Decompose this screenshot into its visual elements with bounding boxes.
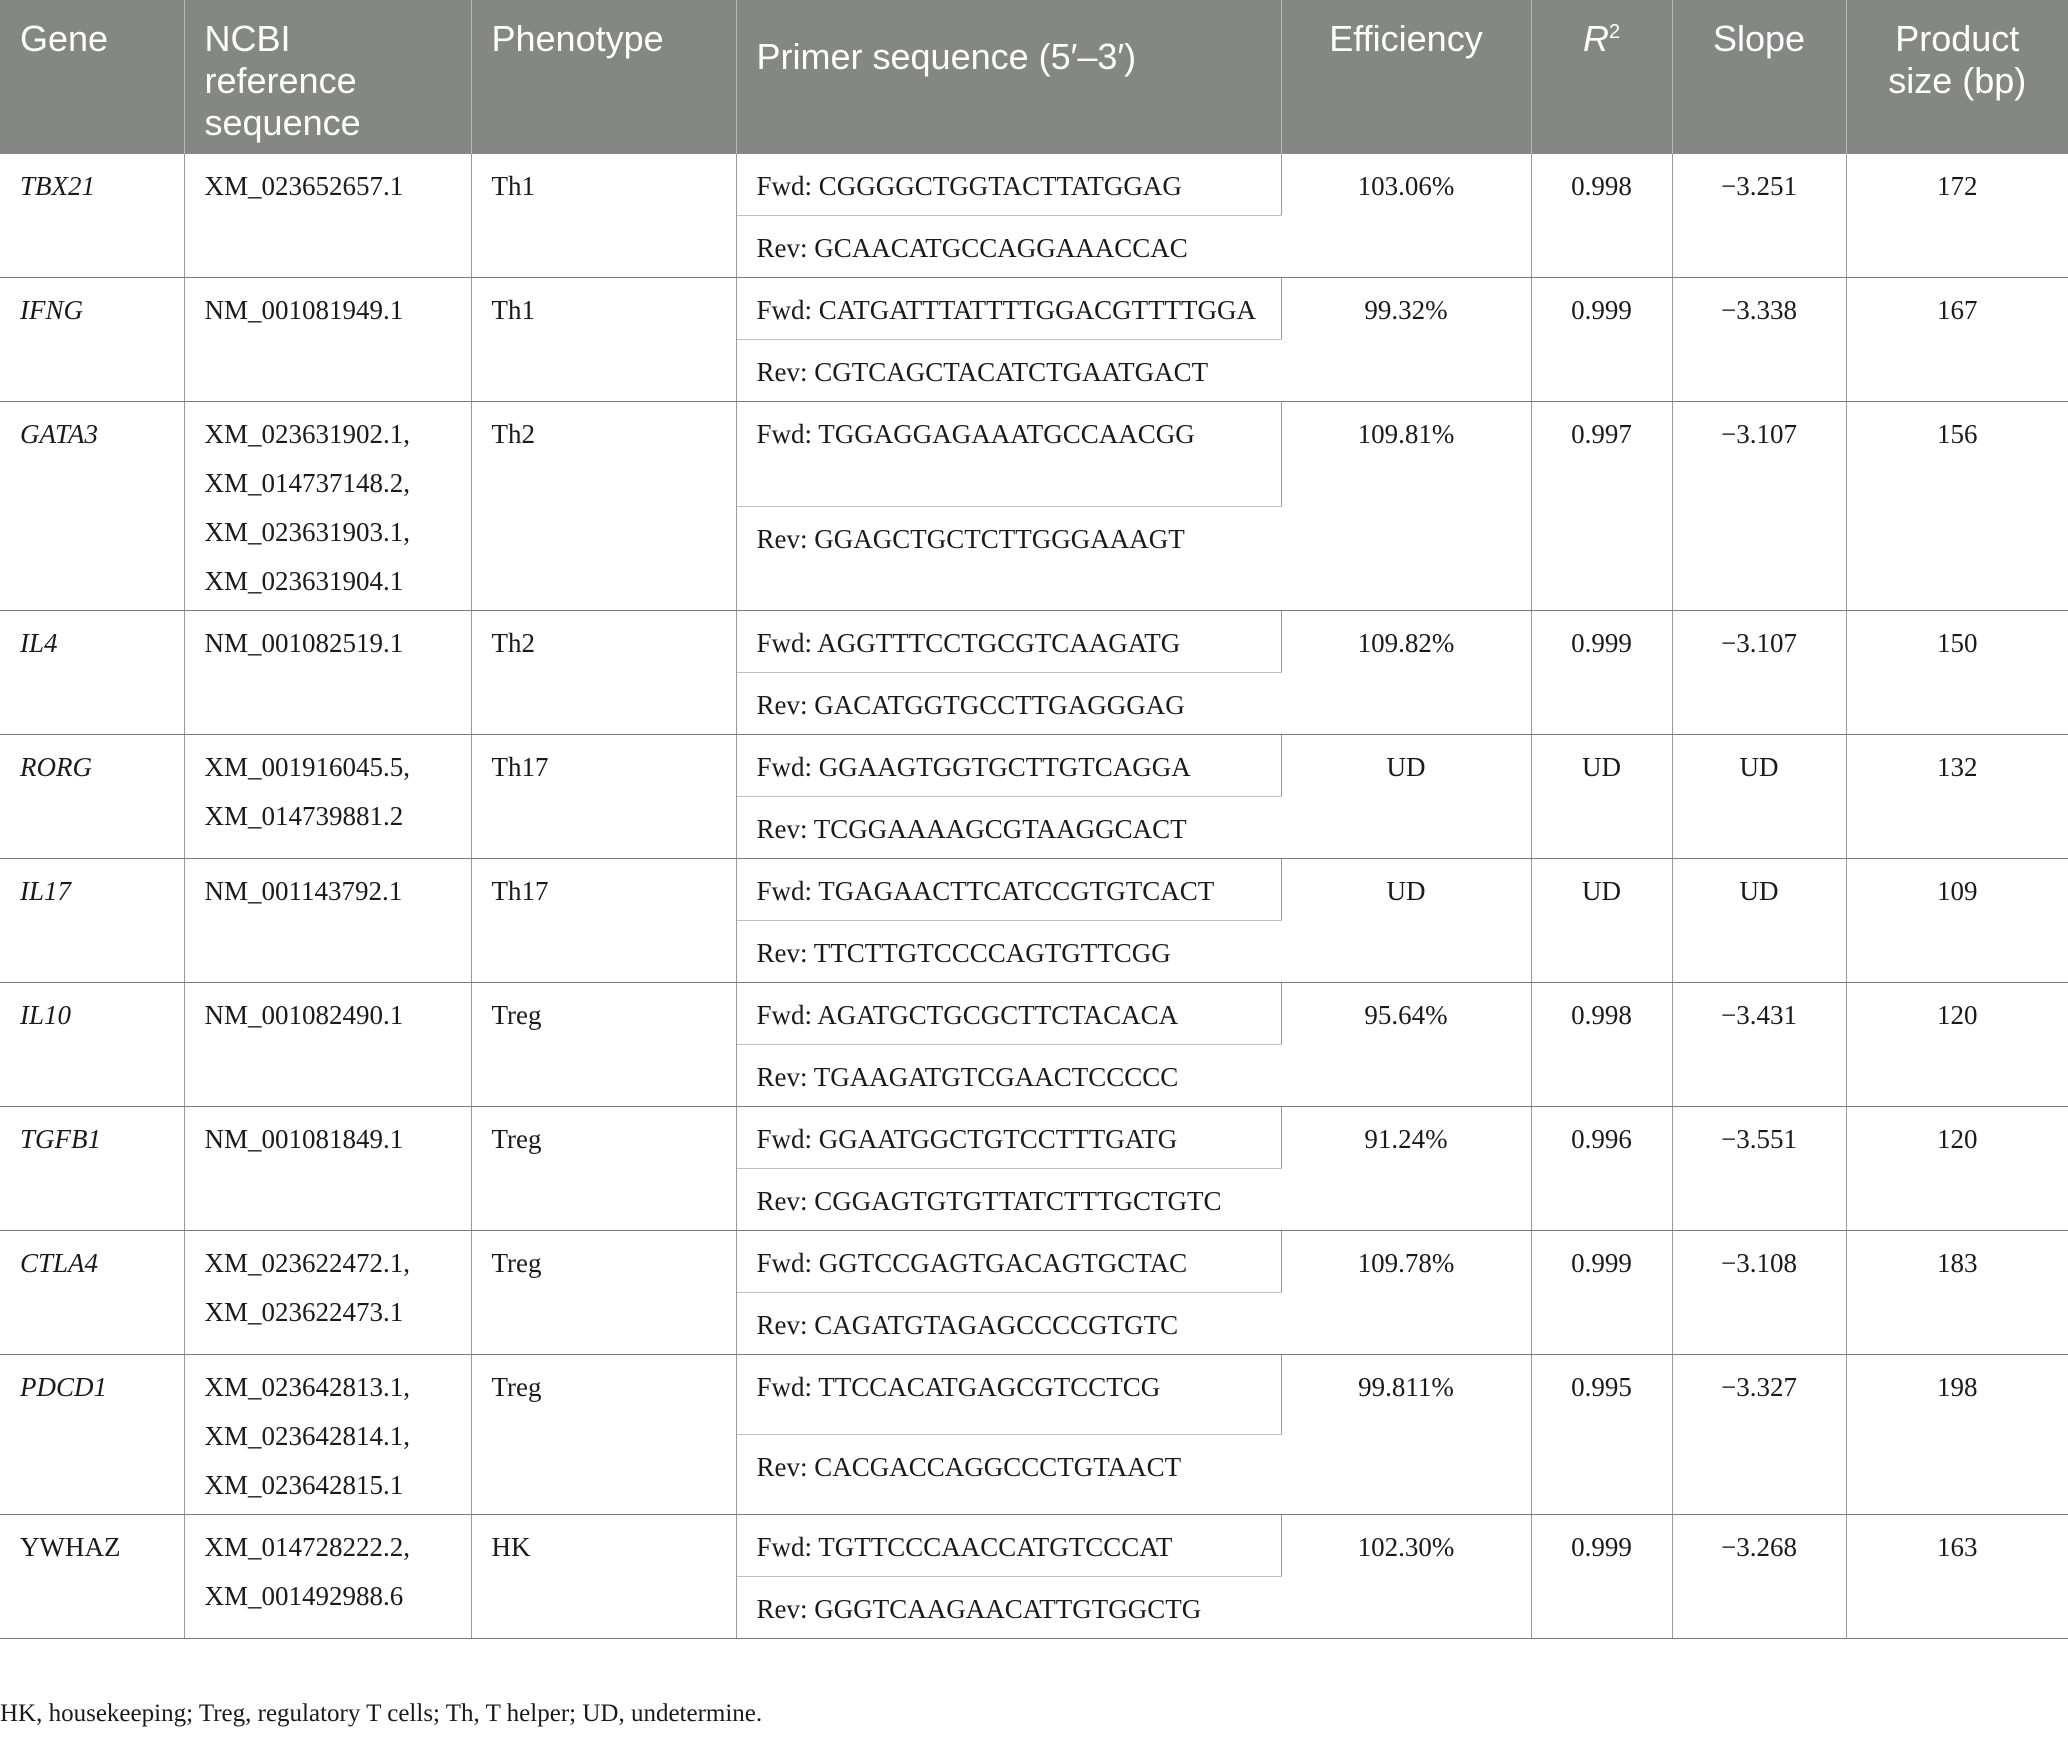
header-ncbi: NCBI reference sequence (184, 0, 471, 154)
cell-gene: YWHAZ (0, 1515, 184, 1639)
cell-ncbi: NM_001082490.1 (184, 983, 471, 1107)
table-row (0, 859, 2068, 921)
cell-r2: UD (1531, 859, 1672, 983)
cell-primer-rev: Rev: GACATGGTGCCTTGAGGGAG (736, 673, 1281, 735)
cell-efficiency: UD (1281, 735, 1531, 859)
cell-ncbi: XM_023642813.1, XM_023642814.1, XM_023642815.1 (184, 1355, 471, 1515)
cell-efficiency: 103.06% (1281, 154, 1531, 278)
cell-gene: PDCD1 (0, 1355, 184, 1515)
header-r2-base: R (1582, 18, 1609, 59)
cell-gene: TBX21 (0, 154, 184, 278)
cell-primer-rev: Rev: CGTCAGCTACATCTGAATGACT (736, 340, 1281, 402)
cell-ncbi: XM_023652657.1 (184, 154, 471, 278)
cell-phenotype: Th1 (471, 154, 736, 278)
cell-r2: 0.997 (1531, 402, 1672, 611)
cell-primer-rev: Rev: GCAACATGCCAGGAAACCAC (736, 216, 1281, 278)
cell-primer-fwd: Fwd: CGGGGCTGGTACTTATGGAG (736, 154, 1281, 216)
cell-primer-fwd: Fwd: TGTTCCCAACCATGTCCCAT (736, 1515, 1281, 1577)
table-row (0, 611, 2068, 673)
cell-primer-fwd: Fwd: GGAATGGCTGTCCTTTGATG (736, 1107, 1281, 1169)
cell-primer-fwd: Fwd: GGAAGTGGTGCTTGTCAGGA (736, 735, 1281, 797)
cell-gene: IL10 (0, 983, 184, 1107)
cell-primer-rev: Rev: GGGTCAAGAACATTGTGGCTG (736, 1577, 1281, 1639)
cell-phenotype: Th17 (471, 735, 736, 859)
cell-product: 167 (1846, 278, 2068, 402)
header-phenotype: Phenotype (471, 0, 736, 154)
cell-product: 156 (1846, 402, 2068, 611)
header-efficiency: Efficiency (1281, 0, 1531, 154)
header-r2 (1531, 0, 1672, 154)
cell-phenotype: HK (471, 1515, 736, 1639)
cell-r2: 0.999 (1531, 1231, 1672, 1355)
cell-efficiency: 109.82% (1281, 611, 1531, 735)
cell-slope: −3.108 (1672, 1231, 1846, 1355)
cell-gene: CTLA4 (0, 1231, 184, 1355)
cell-efficiency: 95.64% (1281, 983, 1531, 1107)
cell-ncbi: NM_001081849.1 (184, 1107, 471, 1231)
table-row (0, 278, 2068, 340)
table-header (0, 0, 2068, 154)
cell-efficiency: 109.81% (1281, 402, 1531, 611)
cell-slope: −3.327 (1672, 1355, 1846, 1515)
cell-phenotype: Th2 (471, 402, 736, 611)
table-row (0, 402, 2068, 507)
cell-product: 163 (1846, 1515, 2068, 1639)
cell-product: 132 (1846, 735, 2068, 859)
cell-gene: IL4 (0, 611, 184, 735)
header-slope: Slope (1672, 0, 1846, 154)
cell-ncbi: NM_001143792.1 (184, 859, 471, 983)
cell-ncbi: NM_001081949.1 (184, 278, 471, 402)
cell-phenotype: Th1 (471, 278, 736, 402)
cell-ncbi: XM_014728222.2, XM_001492988.6 (184, 1515, 471, 1639)
cell-phenotype: Th17 (471, 859, 736, 983)
cell-r2: 0.999 (1531, 1515, 1672, 1639)
cell-slope: −3.268 (1672, 1515, 1846, 1639)
cell-gene: IL17 (0, 859, 184, 983)
table-body (0, 154, 2068, 1639)
cell-primer-fwd: Fwd: AGGTTTCCTGCGTCAAGATG (736, 611, 1281, 673)
cell-primer-fwd: Fwd: TTCCACATGAGCGTCCTCG (736, 1355, 1281, 1435)
cell-phenotype: Treg (471, 1231, 736, 1355)
cell-slope: −3.107 (1672, 402, 1846, 611)
header-primer: Primer sequence (5′–3′) (736, 0, 1281, 154)
cell-slope: −3.338 (1672, 278, 1846, 402)
cell-primer-rev: Rev: CAGATGTAGAGCCCCGTGTC (736, 1293, 1281, 1355)
cell-slope: −3.551 (1672, 1107, 1846, 1231)
cell-primer-fwd: Fwd: GGTCCGAGTGACAGTGCTAC (736, 1231, 1281, 1293)
cell-gene: TGFB1 (0, 1107, 184, 1231)
cell-gene: GATA3 (0, 402, 184, 611)
table-row (0, 1231, 2068, 1293)
cell-phenotype: Treg (471, 1107, 736, 1231)
header-gene: Gene (0, 0, 184, 154)
cell-primer-rev: Rev: TCGGAAAAGCGTAAGGCACT (736, 797, 1281, 859)
cell-primer-rev: Rev: TGAAGATGTCGAACTCCCCC (736, 1045, 1281, 1107)
cell-efficiency: 99.32% (1281, 278, 1531, 402)
cell-primer-fwd: Fwd: TGGAGGAGAAATGCCAACGG (736, 402, 1281, 507)
header-r2-sup: 2 (1608, 21, 1621, 43)
cell-phenotype: Treg (471, 1355, 736, 1515)
table-row (0, 735, 2068, 797)
cell-phenotype: Th2 (471, 611, 736, 735)
cell-r2: 0.995 (1531, 1355, 1672, 1515)
cell-r2: 0.998 (1531, 154, 1672, 278)
cell-primer-fwd: Fwd: AGATGCTGCGCTTCTACACA (736, 983, 1281, 1045)
cell-primer-fwd: Fwd: CATGATTTATTTTGGACGTTTTGGA (736, 278, 1281, 340)
cell-r2: UD (1531, 735, 1672, 859)
cell-slope: −3.107 (1672, 611, 1846, 735)
cell-product: 120 (1846, 983, 2068, 1107)
cell-efficiency: 109.78% (1281, 1231, 1531, 1355)
cell-primer-rev: Rev: CACGACCAGGCCCTGTAACT (736, 1435, 1281, 1515)
cell-primer-rev: Rev: TTCTTGTCCCCAGTGTTCGG (736, 921, 1281, 983)
table-row (0, 154, 2068, 216)
cell-ncbi: XM_023622472.1, XM_023622473.1 (184, 1231, 471, 1355)
cell-efficiency: 91.24% (1281, 1107, 1531, 1231)
cell-slope: −3.431 (1672, 983, 1846, 1107)
cell-product: 150 (1846, 611, 2068, 735)
table-row (0, 1107, 2068, 1169)
cell-product: 120 (1846, 1107, 2068, 1231)
cell-product: 172 (1846, 154, 2068, 278)
table-row (0, 983, 2068, 1045)
table-footnote: HK, housekeeping; Treg, regulatory T cells; Th, T helper; UD, undetermine. (0, 1700, 763, 1727)
cell-r2: 0.999 (1531, 278, 1672, 402)
cell-ncbi: XM_001916045.5, XM_014739881.2 (184, 735, 471, 859)
cell-ncbi: NM_001082519.1 (184, 611, 471, 735)
cell-efficiency: UD (1281, 859, 1531, 983)
cell-primer-rev: Rev: CGGAGTGTGTTATCTTTGCTGTC (736, 1169, 1281, 1231)
cell-gene: RORG (0, 735, 184, 859)
cell-slope: −3.251 (1672, 154, 1846, 278)
cell-slope: UD (1672, 859, 1846, 983)
cell-primer-rev: Rev: GGAGCTGCTCTTGGGAAAGT (736, 506, 1281, 611)
cell-r2: 0.998 (1531, 983, 1672, 1107)
table-row (0, 1515, 2068, 1577)
cell-ncbi: XM_023631902.1, XM_014737148.2, XM_023631903.1, XM_023631904.1 (184, 402, 471, 611)
cell-efficiency: 102.30% (1281, 1515, 1531, 1639)
cell-slope: UD (1672, 735, 1846, 859)
cell-r2: 0.999 (1531, 611, 1672, 735)
cell-product: 198 (1846, 1355, 2068, 1515)
cell-product: 183 (1846, 1231, 2068, 1355)
cell-efficiency: 99.811% (1281, 1355, 1531, 1515)
cell-product: 109 (1846, 859, 2068, 983)
table-row (0, 1355, 2068, 1435)
cell-primer-fwd: Fwd: TGAGAACTTCATCCGTGTCACT (736, 859, 1281, 921)
cell-phenotype: Treg (471, 983, 736, 1107)
cell-gene: IFNG (0, 278, 184, 402)
cell-r2: 0.996 (1531, 1107, 1672, 1231)
header-product: Product size (bp) (1846, 0, 2068, 154)
